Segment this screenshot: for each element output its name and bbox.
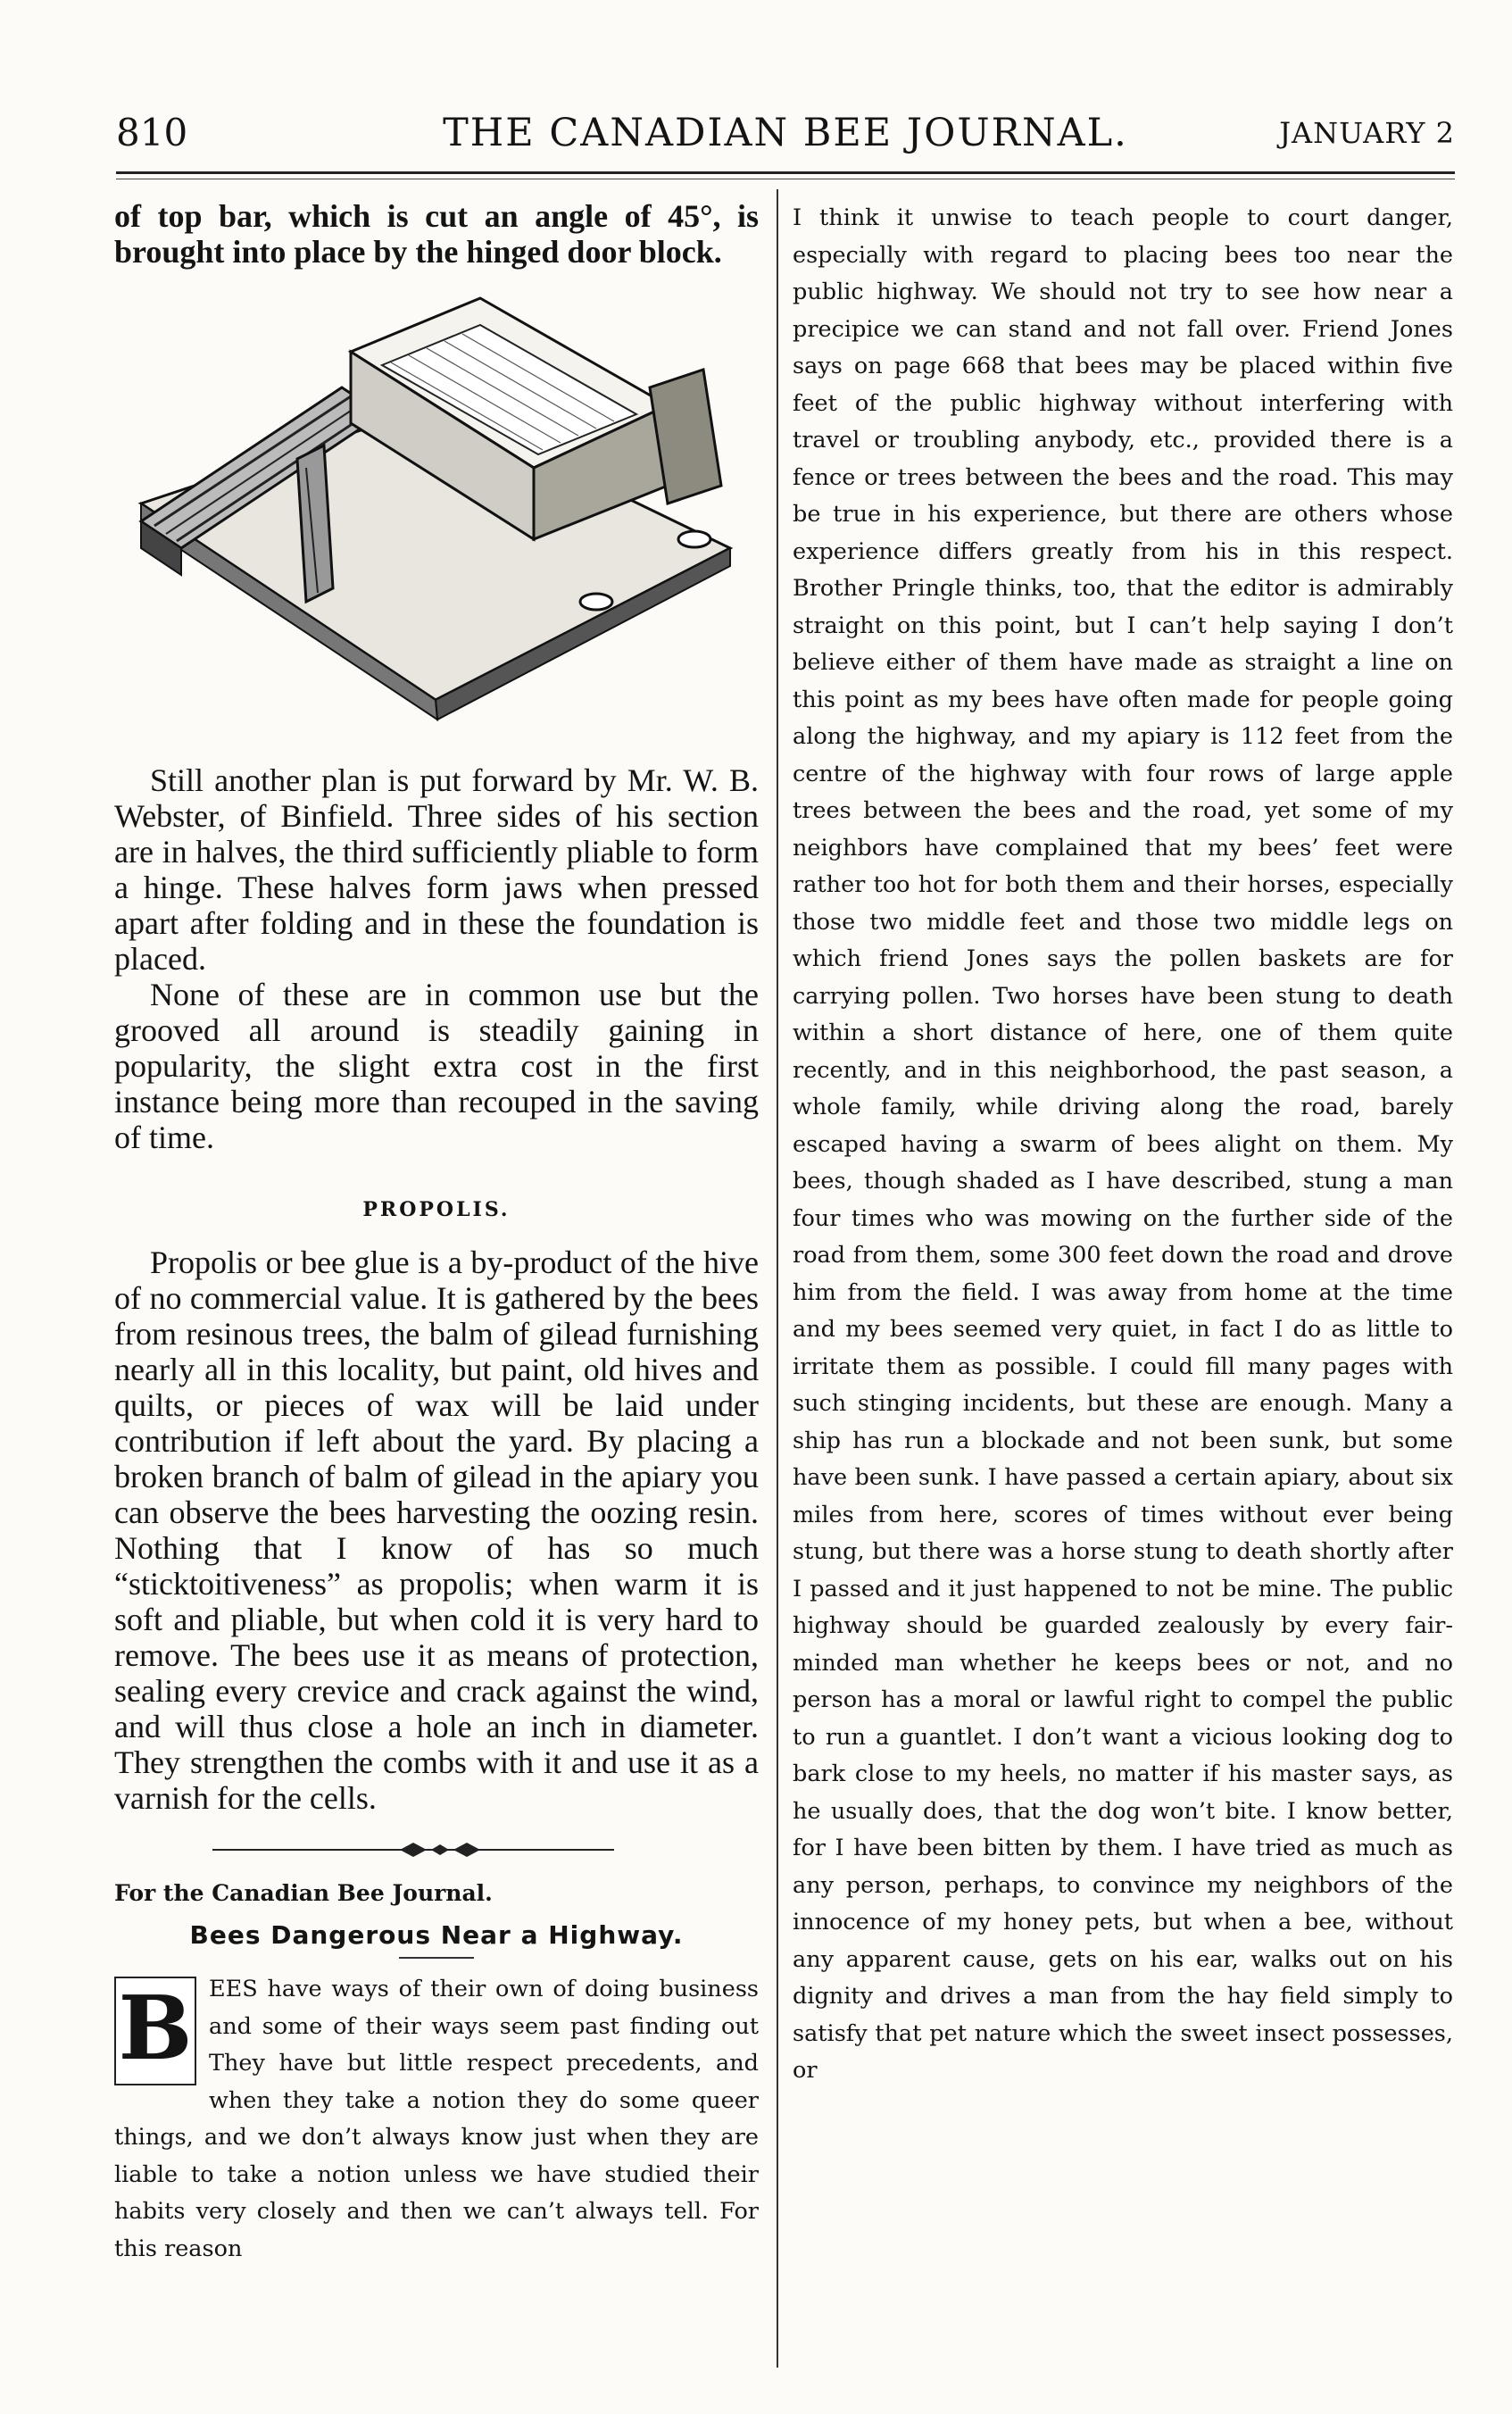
title-rule: [399, 1957, 474, 1959]
ornamental-separator: [114, 1832, 759, 1868]
propolis-heading: PROPOLIS.: [362, 1198, 511, 1221]
section-press-drawing: [114, 280, 759, 748]
header-rule: [116, 171, 1455, 174]
journal-title: THE CANADIAN BEE JOURNAL.: [443, 111, 1128, 155]
article-opening: [114, 1971, 759, 2268]
page-header: [116, 111, 1455, 161]
paragraph-common-use: None of these are in common use but the grooved all around is steadily gaining in popularity, the slight extra cost in the first instance being more than recouped in the saving of time.: [114, 977, 759, 1155]
article-opening-text: EES have ways of their own of doing business and some of their ways seem past finding out They have but little respect precedents, and when they take a notion they do some queer things, and we don’t always know just when they are liable to take a notion unless we have studied their habits very closely and then we can’t always tell. For this reason: [114, 1976, 759, 2262]
page-number: 810: [116, 111, 188, 154]
drop-cap: [114, 1977, 196, 2085]
paragraph-webster: Still another plan is put forward by Mr. W. B. Webster, of Binfield. Three sides of his section are in halves, the third sufficiently pliable to form a hinge. These halves form jaws when pressed apart after folding and in these the foundation is placed.: [114, 762, 759, 977]
propolis-paragraph: Propolis or bee glue is a by-product of the hive of no commercial value. It is gathered by the bees from resinous trees, the balm of gilead furnishing nearly all in this locality, but paint, old hives and quilts, or pieces of wax will be laid under contribution if left about the yard. By placing a broken branch of balm of gilead in the apiary you can observe the bees harvesting the oozing resin. Nothing that I know of has so much “sticktoitiveness” as propolis; when warm it is soft and pliable, but when cold it is very hard to remove. The bees use it as means of protection, sealing every crevice and crack against the wind, and will thus close a hole an inch in diameter. They strengthen the combs with it and use it as a varnish for the cells.: [114, 1244, 759, 1816]
left-column: [114, 198, 759, 2268]
drop-cap-letter: B: [118, 1977, 193, 2080]
ornament-rule-icon: [114, 1832, 759, 1868]
source-note: For the Canadian Bee Journal.: [114, 1880, 493, 1906]
article-continuation: I think it unwise to teach people to court danger, especially with regard to placing bees too near the public highway. We should not try to see how near a precipice we can stand and not fall over. Friend Jones says on page 668 that bees may be placed within five feet of the public highway without interfering with travel or troubling anybody, etc., provided there is a fence or trees between the bees and the road. This may be true in his experience, but there are others whose experience differs greatly from his in this respect. Brother Pringle thinks, too, that the editor is admirably straight on this point, but I can’t help saying I don’t believe either of them have made as straight a line on this point as my bees have often made for people going along the highway, and my apiary is 112 feet from the centre of the highway with four rows of large apple trees between the bees and the road, yet some of my neighbors have complained that my bees’ feet were rather too hot for both them and their horses, especially those two middle feet and those two middle legs on which friend Jones says the pollen baskets are for carrying pollen. Two horses have been stung to death within a short distance of here, one of them quite recently, and in this neighborhood, the past season, a whole family, while driving along the road, barely escaped having a swarm of bees alight on them. My bees, though shaded as I have described, stung a man four times who was mowing on the further side of the road from them, some 300 feet down the road and drove him from the field. I was away from home at the time and my bees seemed very quiet, in fact I do as little to irritate them as possible. I could fill many pages with such stinging incidents, but these are enough. Many a ship has run a blockade and not been sunk, but some have been sunk. I have passed a certain apiary, about six miles from here, scores of times without ever being stung, but there was a horse stung to death shortly after I passed and it just happened to not be mine. The public highway should be guarded zealously by every fair-minded man whether he keeps bees or not, and no person has a moral or lawful right to compel the public to run a guantlet. I don’t want a vicious looking dog to bark close to my heels, no matter if his master says, as he usually does, that the dog won’t bite. I know better, for I have been bitten by them. I have tried as much as any person, perhaps, to convince my neighbors of the innocence of my honey pets, but when a bee, without any apparent cause, gets on his ear, walks out on his dignity and drives a man from the hay field simply to satisfy that pet nature which the sweet insect possesses, or: [793, 204, 1453, 2084]
intro-paragraph: of top bar, which is cut an angle of 45°, is brought into place by the hinged door block.: [114, 198, 759, 270]
column-divider: [777, 189, 778, 2368]
right-column: [793, 200, 1453, 2090]
article-title: Bees Dangerous Near a Highway.: [189, 1920, 684, 1950]
section-press-illustration: [114, 280, 759, 748]
issue-date: JANUARY 2: [1279, 116, 1455, 150]
